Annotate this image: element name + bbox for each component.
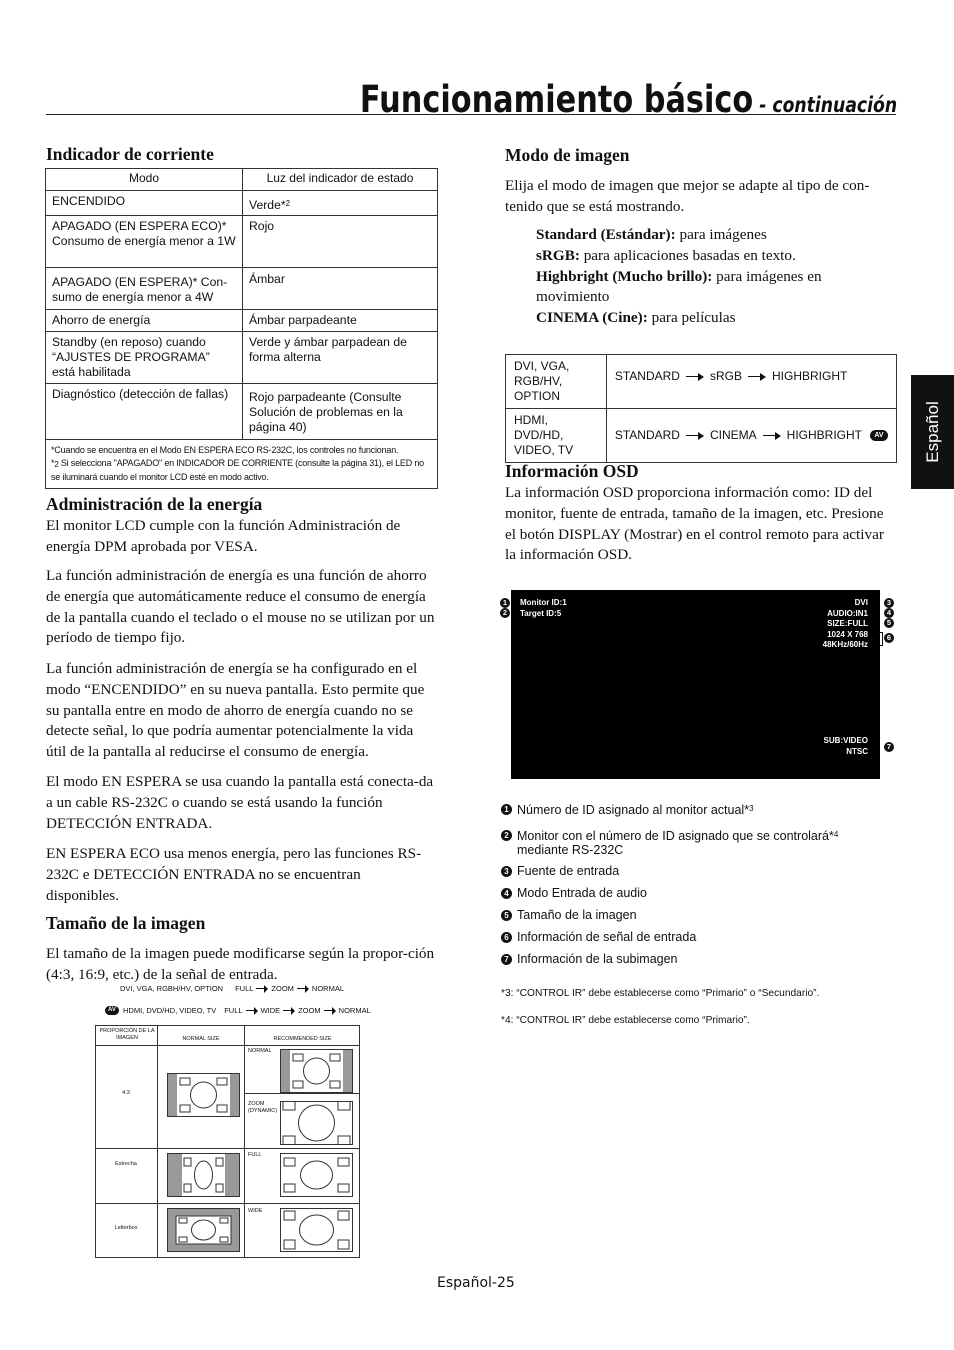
recommended-zoom-thumbnail (280, 1101, 353, 1145)
osd-screen (511, 590, 880, 779)
col-recommended-label: RECOMMENDED SIZE (273, 1036, 332, 1042)
aspect-flow-pc: DVI, VGA, RGBH/HV, OPTION FULL ZOOM NORMAL (120, 984, 345, 993)
osd-info-heading: Información OSD (505, 461, 639, 481)
arrow-icon (256, 985, 268, 993)
list-item: 5 Tamaño de la imagen (501, 908, 881, 922)
osd-legend (501, 802, 881, 974)
arrow-icon (324, 1007, 336, 1015)
power-management-p1: El monitor LCD cumple con la función Administración de energía DPM aprobada por VESA. (46, 517, 401, 555)
table-row: DVI, VGA, RGB/HV, OPTION STANDARD sRGB HIGHBRIGHT (506, 355, 897, 409)
table-row: APAGADO (EN ESPERA)* Con-sumo de energía menor a 4W Ámbar (46, 268, 438, 310)
recommended-normal-thumbnail (280, 1049, 353, 1093)
footnote-3: *3: “CONTROL IR” debe establecerse como “Primario” o “Secundario”. (501, 988, 820, 999)
table-row: HDMI, DVD/HD, VIDEO, TV STANDARD CINEMA HIGHBRIGHT AV (506, 409, 897, 463)
marker-7: 7 (884, 742, 894, 752)
marker-5: 5 (884, 618, 894, 628)
list-item: 3 Fuente de entrada (501, 864, 881, 878)
picture-mode-heading: Modo de imagen (505, 145, 630, 165)
arrow-icon (763, 432, 781, 440)
osd-audio: AUDIO:IN1 (827, 608, 868, 618)
marker-6: 6 (884, 633, 894, 643)
table-header-mode: Modo (46, 169, 243, 191)
normal-letterbox-thumbnail (167, 1208, 240, 1252)
table-row: Diagnóstico (detección de fallas) Rojo parpadeante (Consulte Solución de problemas en la página 40) (46, 384, 438, 440)
recommended-full-thumbnail (280, 1153, 353, 1197)
osd-input: DVI (854, 598, 868, 607)
page-number: Español-25 (437, 1275, 515, 1291)
col-normal-label: NORMAL SIZE (182, 1036, 220, 1042)
ratio-letterbox-label: Letterbox (114, 1225, 138, 1231)
table-header-light: Luz del indicador de estado (243, 169, 438, 191)
table-row: ENCENDIDO $Verde*_2$ (46, 191, 438, 216)
bracket (878, 632, 883, 646)
aspect-flow-av: AV HDMI, DVD/HD, VIDEO, TV FULL WIDE ZOOM NORMAL (105, 1006, 371, 1015)
ratio-43-label: 4:3 (122, 1090, 130, 1096)
power-management-heading: Administración de la energía (46, 494, 263, 514)
osd-size: SIZE:FULL (827, 619, 868, 628)
footnote-4: *4: “CONTROL IR” debe establecerse como “Primario”. (501, 1015, 750, 1026)
header-rule (46, 114, 896, 115)
list-item: 2 Monitor con el número de ID asignado que se controlará*$^4$ mediante RS-232C (501, 828, 881, 857)
normal-43-thumbnail (167, 1073, 240, 1117)
picture-mode-table (505, 354, 897, 463)
image-size-diagram (95, 1025, 360, 1258)
osd-info-p1: La información OSD proporciona información como: ID del monitor, fuente de entrada, tamaño de la imagen, etc. Presione el botón DISPLAY (Mostrar) en el control remoto para activar la información OSD. (505, 484, 884, 564)
list-item: 7 Información de la subimagen (501, 952, 881, 966)
image-size-heading: Tamaño de la imagen (46, 913, 206, 933)
page-title: Funcionamiento básico - continuación (359, 78, 897, 121)
list-item: CINEMA (Cine): para películas (536, 309, 736, 327)
list-item: Highbright (Mucho brillo): para imágenes en movimiento (536, 267, 822, 306)
osd-sub: SUB:VIDEO (823, 736, 868, 745)
language-tab: Español (911, 375, 954, 489)
ratio-narrow-label: Estrecha (115, 1161, 137, 1167)
mode-zoom-label: ZOOM (DYNAMIC) (248, 1101, 278, 1114)
mode-wide-label: WIDE (248, 1208, 263, 1214)
osd-frequency: 48KHz/60Hz (822, 640, 868, 649)
power-indicator-heading: Indicador de corriente (46, 144, 214, 164)
list-item: Standard (Estándar): para imágenes (536, 226, 767, 243)
marker-2: 2 (500, 608, 510, 618)
picture-mode-list (536, 225, 866, 329)
arrow-icon (297, 985, 309, 993)
marker-4: 4 (884, 608, 894, 618)
arrow-icon (748, 373, 766, 381)
power-management-p2: La función administración de energía es una función de ahorro de energía que automáticamente reduce el consumo de energía de la pantalla cuando el teclado o el mouse no se utilizan por un período de tiempo fijo. (46, 567, 435, 647)
table-row: Ahorro de energía Ámbar parpadeante (46, 310, 438, 332)
osd-sub-std: NTSC (846, 746, 868, 756)
list-item: sRGB: para aplicaciones basadas en texto. (536, 246, 796, 264)
arrow-icon (283, 1007, 295, 1015)
normal-narrow-thumbnail (167, 1153, 240, 1197)
osd-resolution: 1024 X 768 (827, 629, 868, 639)
list-item: 1 Número de ID asignado al monitor actual*$^3$ (501, 802, 881, 817)
osd-monitor-id: Monitor ID:1 (520, 598, 567, 607)
av-icon: AV (105, 1006, 119, 1015)
arrow-icon (686, 373, 704, 381)
mode-full-label: FULL (248, 1152, 262, 1158)
list-item: 6 Información de señal de entrada (501, 930, 881, 944)
power-management-p3: La función administración de energía se ha configurado en el modo “ENCENDIDO” en su nueva pantalla. Esto permite que su pantalla entre en modo de ahorro de energía cuando no se detecte señal, lo que podría aumentar potencialmente la vida útil de la pantalla al reducirse el consumo de energía. (46, 660, 425, 761)
av-icon: AV (870, 430, 888, 441)
mode-normal-label: NORMAL (248, 1048, 272, 1054)
power-management-p4: El modo EN ESPERA se usa cuando la pantalla está conecta-da a un cable RS-232C o cuando se está usando la función DETECCIÓN ENTRADA. (46, 773, 434, 832)
marker-1: 1 (500, 598, 510, 608)
image-size-p1: El tamaño de la imagen puede modificarse según la propor-ción (4:3, 16:9, etc.) de la señal de entrada. (46, 945, 435, 983)
power-indicator-table (45, 168, 438, 489)
col-ratio-label: PROPORCIÓN DE LA IMAGEN (99, 1028, 155, 1041)
table-row: Standby (en reposo) cuando “AJUSTES DE PROGRAMA” está habilitada Verde y ámbar parpadean de forma alterna (46, 332, 438, 384)
marker-3: 3 (884, 598, 894, 608)
arrow-icon (246, 1007, 258, 1015)
arrow-icon (686, 432, 704, 440)
table-note-row: *Cuando se encuentra en el Modo EN ESPERA ECO RS-232C, los controles no funcionan. $*_2$ Si selecciona "APAGADO" en INDICADOR DE CORRIENTE (consulte la página 31), el LED no se iluminará cuando el monitor LCD esté en modo activo. (46, 440, 438, 489)
picture-mode-intro: Elija el modo de imagen que mejor se adapte al tipo de con-tenido que se está mostrando. (505, 177, 870, 215)
list-item: 4 Modo Entrada de audio (501, 886, 881, 900)
osd-target-id: Target ID:5 (520, 608, 562, 618)
power-management-p5: EN ESPERA ECO usa menos energía, pero las funciones RS-232C e DETECCIÓN ENTRADA no se encuentran disponibles. (46, 845, 422, 904)
recommended-wide-thumbnail (280, 1208, 353, 1252)
table-row: APAGADO (EN ESPERA ECO)* Consumo de energía menor a 1W Rojo (46, 216, 438, 268)
